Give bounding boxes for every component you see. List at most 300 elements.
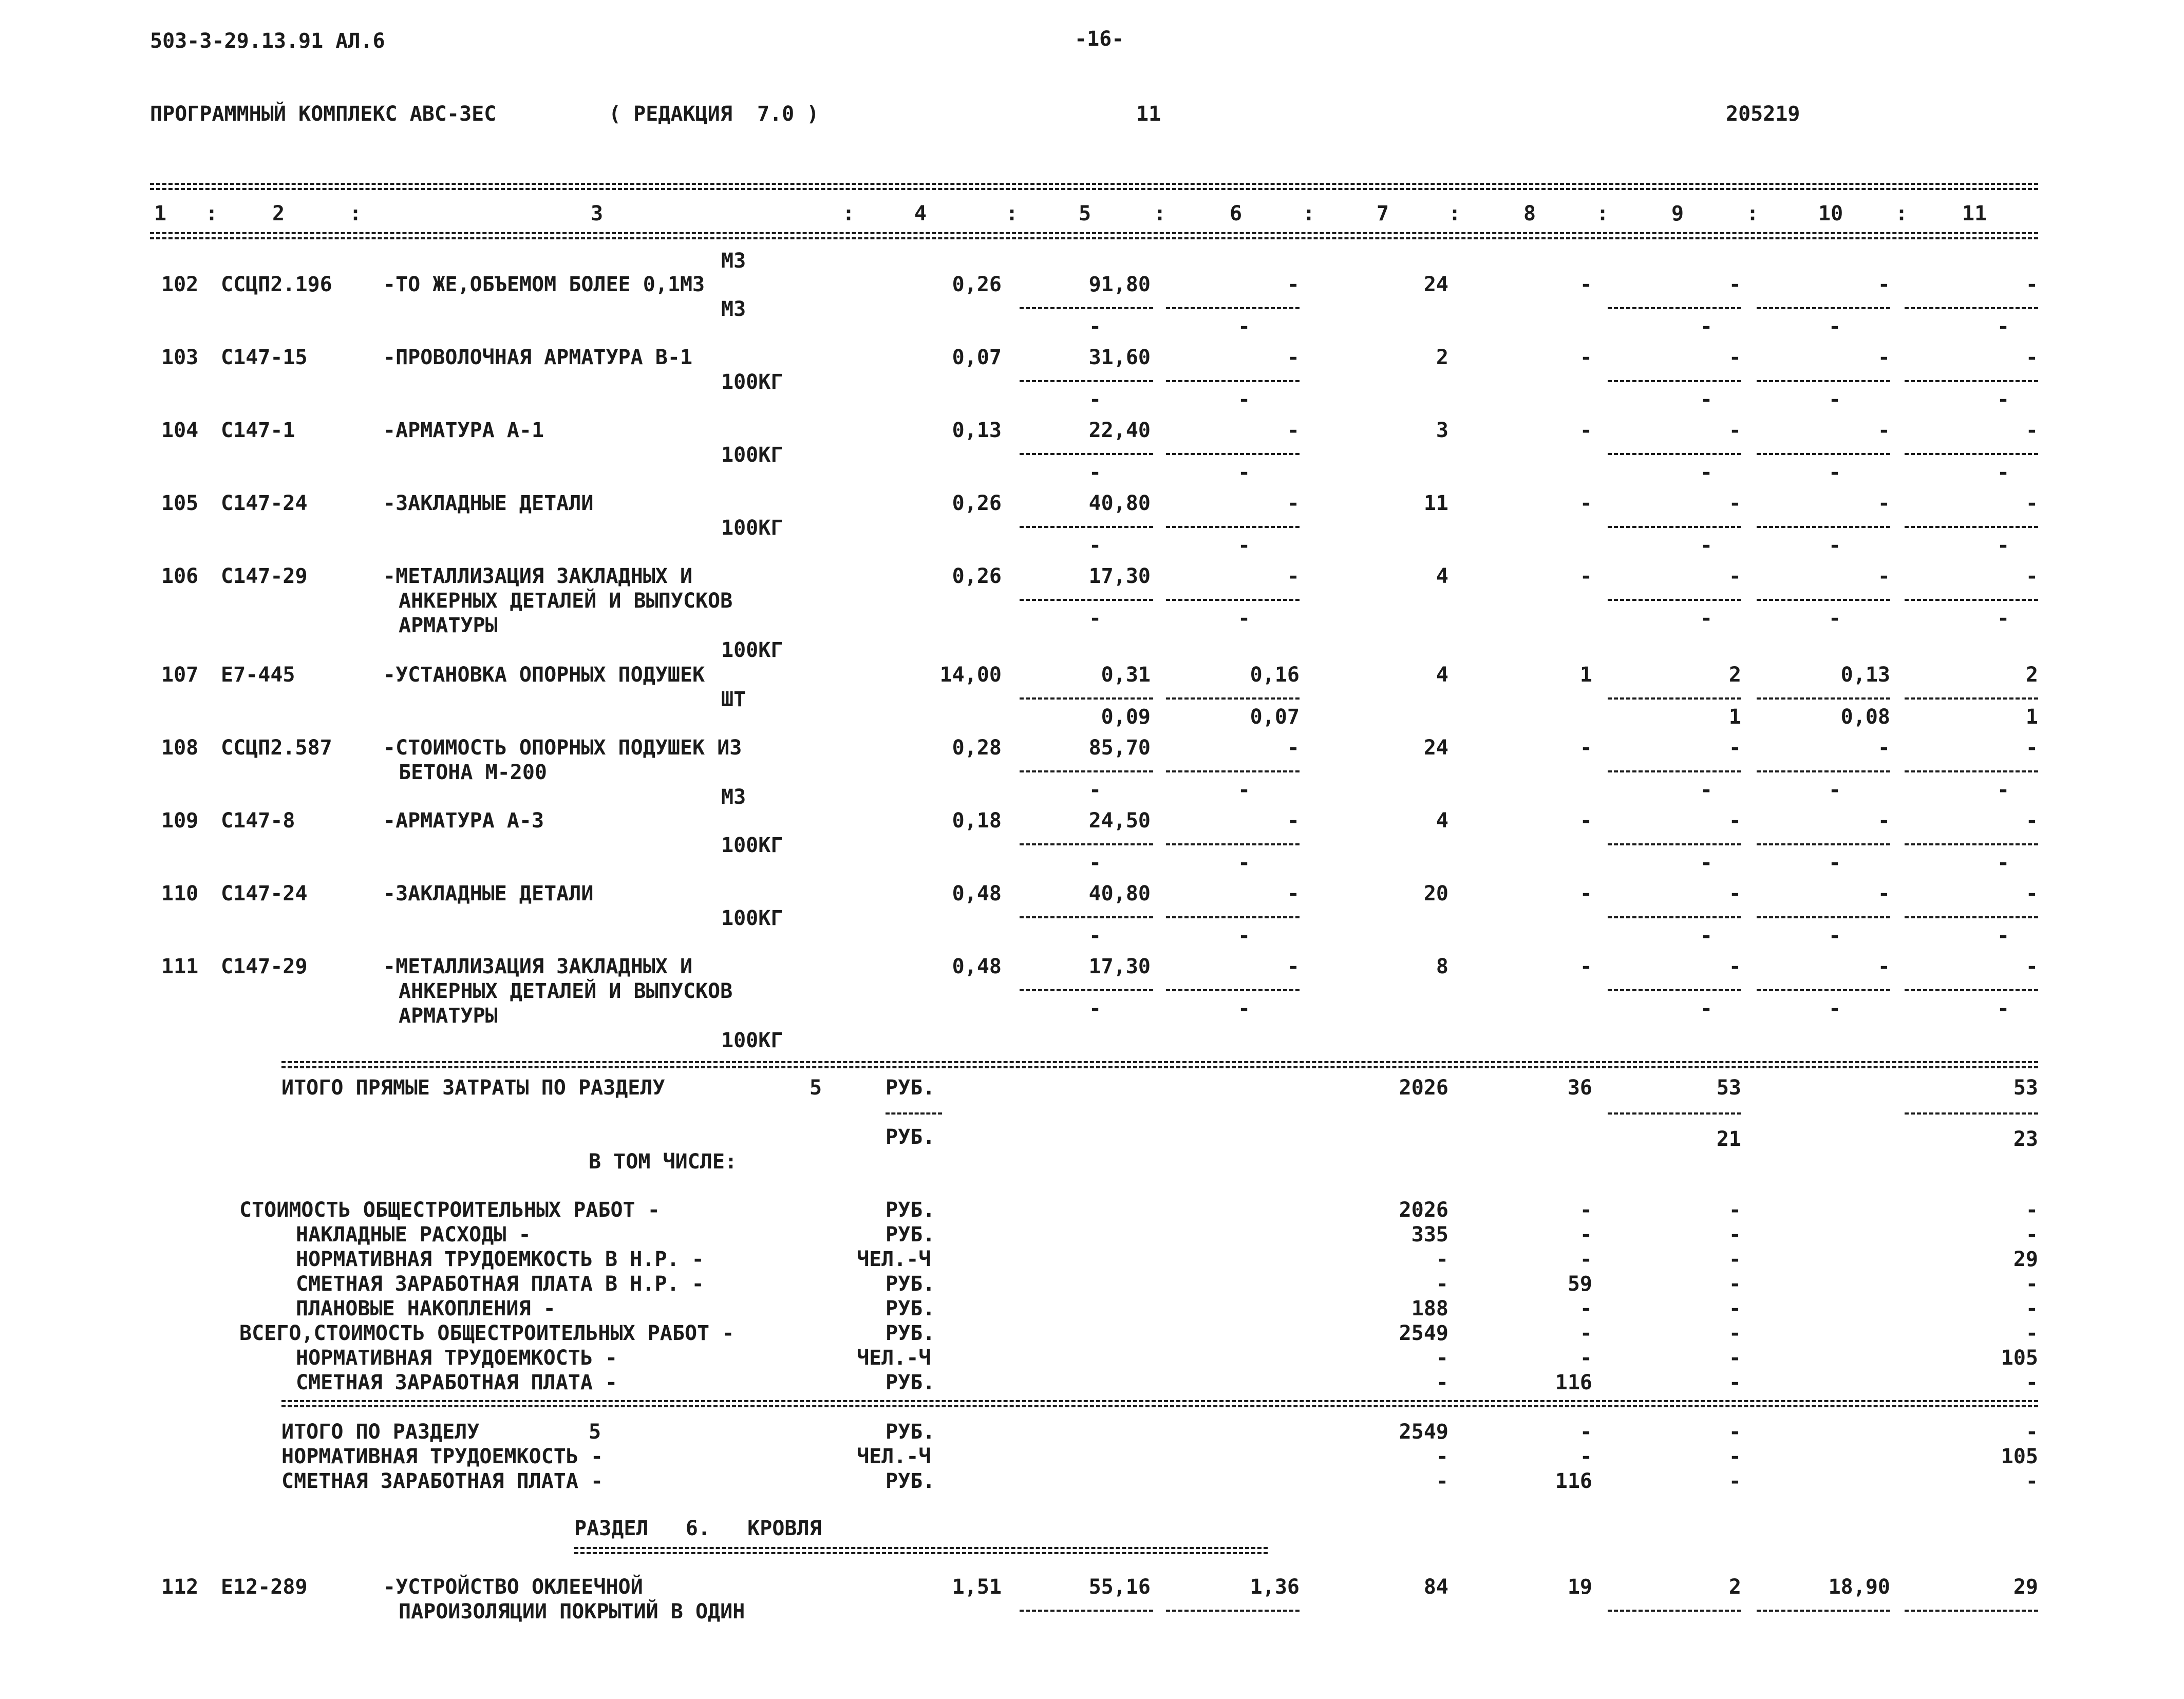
breakdown-label: НАКЛАДНЫЕ РАСХОДЫ - [296,1223,531,1247]
cell-c5: 17,30 [1088,564,1151,588]
row-name-line: -МЕТАЛЛИЗАЦИЯ ЗАКЛАДНЫХ И [383,564,693,588]
breakdown-c7: - [1436,1346,1448,1370]
cell-c6: - [1287,346,1300,369]
cell-c9: - [1728,419,1741,442]
column-header-cell: : [1006,202,1019,225]
breakdown-c9: - [1728,1371,1741,1394]
empty-value-dash: - [1089,607,1102,630]
cell-c9: - [1728,736,1741,760]
breakdown-label: НОРМАТИВНАЯ ТРУДОЕМКОСТЬ В Н.Р. - [296,1248,704,1271]
row-number: 102 [161,273,199,296]
section-total-c8: - [1579,1445,1592,1468]
column-header-cell: 1 [154,202,167,225]
row-c9-underline [1608,453,1741,455]
cell-c10: - [1877,736,1890,760]
row-unit: 100КГ [721,1029,783,1052]
breakdown-c11: - [2025,1223,2038,1247]
header-rule-top [150,183,2038,190]
breakdown-c9: - [1728,1322,1741,1345]
row-c11-underline [1905,989,2038,991]
cell-c11: - [2025,955,2038,978]
cell-c10: - [1877,492,1890,515]
cell-c9: - [1728,346,1741,369]
column-header-cell: : [1448,202,1461,225]
row-unit: ШТ [721,688,746,711]
row-c11-underline [1905,697,2038,700]
cell-c10: - [1877,882,1890,905]
breakdown-unit: РУБ. [886,1198,935,1222]
header-rule-bottom [150,232,2038,239]
cell-c11: - [2025,346,2038,369]
column-header-cell: 5 [1079,202,1091,225]
breakdown-c7: 2549 [1399,1322,1448,1345]
empty-value-dash: - [1089,534,1102,557]
row-c10-underline [1757,599,1890,601]
cell-c8: - [1579,419,1592,442]
cell-c5: 0,31 [1101,663,1151,687]
section-total-label: ИТОГО ПО РАЗДЕЛУ [281,1420,480,1444]
row-c10-underline [1757,453,1890,455]
column-header-cell: 10 [1818,202,1843,225]
row-c10-underline [1757,770,1890,772]
empty-value-dash: - [1238,851,1251,875]
row-c10-underline [1757,526,1890,528]
cell-c5: 55,16 [1088,1575,1151,1599]
empty-value-dash: - [1997,924,2010,948]
breakdown-c7: 188 [1411,1297,1448,1320]
section-total-c9: - [1728,1420,1741,1444]
cell-c7: 2 [1436,346,1448,369]
row-112-c9-underline [1608,1610,1741,1612]
section-total-c9: - [1728,1469,1741,1493]
cell-c4: 0,07 [952,346,1002,369]
including-label: В ТОМ ЧИСЛЕ: [589,1150,737,1174]
cell-c5: 40,80 [1088,492,1151,515]
empty-value-dash: - [1238,607,1251,630]
row-c11-underline [1905,307,2038,309]
empty-value-dash: - [1238,388,1251,411]
breakdown-c11: - [2025,1272,2038,1296]
cell-c4: 0,18 [952,809,1002,833]
section-total-rule [281,1400,2038,1407]
totals-unit: РУБ. [886,1076,935,1100]
row-c5-underline [1020,526,1153,528]
cell-c6: - [1287,564,1300,588]
section-6-underline [574,1547,1268,1554]
cell-c8: - [1579,346,1592,369]
program-name: ПРОГРАММНЫЙ КОМПЛЕКС АВС-ЗЕС [150,102,497,126]
breakdown-c7: 335 [1411,1223,1448,1247]
breakdown-c7: 2026 [1399,1198,1448,1222]
row-c5-underline [1020,599,1153,601]
empty-value-dash: - [1089,461,1102,484]
empty-value-dash: - [1997,607,2010,630]
column-header-cell: 11 [1962,202,1987,225]
row-code: Е7-445 [221,663,295,687]
row-c10-underline [1757,843,1890,845]
row-c6-underline [1166,599,1300,601]
breakdown-c8: - [1579,1297,1592,1320]
empty-value-dash: - [1089,924,1102,948]
row-number: 103 [161,346,199,369]
breakdown-c9: - [1728,1223,1741,1247]
cell-c7: 20 [1423,882,1448,905]
row-c11-underline [1905,843,2038,845]
row-c9-underline [1608,916,1741,918]
row-c9-underline [1608,770,1741,772]
empty-value-dash: - [1089,778,1102,802]
breakdown-c9: - [1728,1346,1741,1370]
column-header-cell: : [1154,202,1166,225]
row-c6-underline [1166,307,1300,309]
cell-c11: - [2025,564,2038,588]
cell-c4: 0,48 [952,882,1002,905]
row-code: ССЦП2.587 [221,736,332,760]
cell-c7: 24 [1423,736,1448,760]
cell-c8: - [1579,273,1592,296]
row-c9-underline [1608,526,1741,528]
row-c6-underline [1166,697,1300,700]
empty-value-dash: - [1089,388,1102,411]
row-c6-underline [1166,916,1300,918]
row-c5-underline [1020,989,1153,991]
empty-value-dash: - [1997,534,2010,557]
totals-c8: 36 [1567,1076,1592,1100]
breakdown-unit: ЧЕЛ.-Ч [857,1248,931,1271]
empty-value-dash: - [1700,778,1713,802]
cell-c7: 8 [1436,955,1448,978]
row-112-c10-underline [1757,1610,1890,1612]
row-unit: 100КГ [721,907,783,930]
empty-value-dash: - [1700,461,1713,484]
cell-c9: 2 [1728,1575,1741,1599]
cell-c4: 0,26 [952,273,1002,296]
row-c11-underline [1905,916,2038,918]
empty-value-dash: - [1238,997,1251,1021]
empty-value-dash: - [1829,924,1841,948]
empty-value-dash: - [1238,924,1251,948]
breakdown-c8: - [1579,1248,1592,1271]
row-112-c11-underline [1905,1610,2038,1612]
cell-c8: - [1579,492,1592,515]
row-c10-underline [1757,380,1890,382]
cell-c8: 1 [1579,663,1592,687]
row-name-line: -ЗАКЛАДНЫЕ ДЕТАЛИ [383,882,594,905]
breakdown-label: СТОИМОСТЬ ОБЩЕСТРОИТЕЛЬНЫХ РАБОТ - [239,1198,660,1222]
cell-c7: 11 [1423,492,1448,515]
row-c5-underline [1020,307,1153,309]
cell-c9: - [1728,882,1741,905]
breakdown-unit: РУБ. [886,1272,935,1296]
row-unit: 100КГ [721,638,783,662]
cell-c10: - [1877,419,1890,442]
cell-c8: - [1579,809,1592,833]
cell-c9: - [1728,809,1741,833]
cell-c10: 18,90 [1828,1575,1890,1599]
row-number: 109 [161,809,199,833]
row-c9-underline [1608,989,1741,991]
row-unit: 100КГ [721,834,783,857]
section-total-unit: ЧЕЛ.-Ч [857,1445,931,1468]
cell-c7: 3 [1436,419,1448,442]
row-c5-underline [1020,843,1153,845]
row-c11-underline [1905,599,2038,601]
totals-c7: 2026 [1399,1076,1448,1100]
breakdown-c8: 116 [1555,1371,1592,1394]
empty-value-dash: - [1829,534,1841,557]
row-c6-underline [1166,453,1300,455]
row-c6-underline [1166,989,1300,991]
empty-value-dash: - [1700,924,1713,948]
section-total-c11: - [2025,1420,2038,1444]
cell-c11b: 1 [2025,705,2038,729]
row-c5-underline [1020,453,1153,455]
row-unit: 100КГ [721,443,783,467]
section-total-c8: 116 [1555,1469,1592,1493]
totals-c11: 53 [2013,1076,2038,1100]
row-c6-underline [1166,770,1300,772]
section-total-c7: - [1436,1445,1448,1468]
row-name-line: АРМАТУРЫ [399,614,498,637]
cell-c7: 4 [1436,809,1448,833]
breakdown-c9: - [1728,1248,1741,1271]
cell-c11: - [2025,492,2038,515]
row-c11-underline [1905,453,2038,455]
sheet-number: 11 [1136,102,1161,126]
row-number: 104 [161,419,199,442]
cell-c6: 1,36 [1250,1575,1300,1599]
empty-value-dash: - [1700,534,1713,557]
breakdown-c11: - [2025,1371,2038,1394]
cell-c11: 2 [2025,663,2038,687]
row-unit: 100КГ [721,516,783,540]
section-total-unit: РУБ. [886,1420,935,1444]
section-total-c9: - [1728,1445,1741,1468]
breakdown-unit: РУБ. [886,1223,935,1247]
row-name-line: -АРМАТУРА А-3 [383,809,544,833]
column-header-cell: 4 [914,202,927,225]
totals-unit-2: РУБ. [886,1125,935,1149]
breakdown-c11: 105 [2001,1346,2038,1370]
empty-value-dash: - [1997,315,2010,338]
cell-c10: - [1877,955,1890,978]
row-number: 112 [161,1575,199,1599]
cell-c4: 1,51 [952,1575,1002,1599]
row-name-line: -МЕТАЛЛИЗАЦИЯ ЗАКЛАДНЫХ И [383,955,693,978]
cell-c10: - [1877,564,1890,588]
cell-c9: - [1728,492,1741,515]
breakdown-c11: 29 [2013,1248,2038,1271]
row-code: Е12-289 [221,1575,308,1599]
row-112-c6-underline [1166,1610,1300,1612]
row-name-line: -УСТАНОВКА ОПОРНЫХ ПОДУШЕК [383,663,705,687]
empty-value-dash: - [1700,997,1713,1021]
cell-c7: 4 [1436,564,1448,588]
empty-value-dash: - [1997,851,2010,875]
row-code: С147-15 [221,346,308,369]
section-total-c8: - [1579,1420,1592,1444]
cell-c7: 84 [1423,1575,1448,1599]
row-c11-underline [1905,380,2038,382]
empty-value-dash: - [1700,315,1713,338]
edition: ( РЕДАКЦИЯ 7.0 ) [609,102,819,126]
column-header-cell: : [1596,202,1609,225]
unit-above: М3 [721,249,746,273]
cell-c11: - [2025,809,2038,833]
cell-c9: - [1728,564,1741,588]
column-header-cell: : [1746,202,1759,225]
column-header-cell: : [1895,202,1908,225]
empty-value-dash: - [1829,778,1841,802]
breakdown-label: ПЛАНОВЫЕ НАКОПЛЕНИЯ - [296,1297,556,1320]
empty-value-dash: - [1700,607,1713,630]
row-c9-underline [1608,380,1741,382]
row-code: С147-29 [221,564,308,588]
row-112-c5-underline [1020,1610,1153,1612]
section-total-label: НОРМАТИВНАЯ ТРУДОЕМКОСТЬ - [281,1445,604,1468]
cell-c6: - [1287,419,1300,442]
row-code: С147-29 [221,955,308,978]
breakdown-c8: - [1579,1346,1592,1370]
empty-value-dash: - [1238,461,1251,484]
row-number: 110 [161,882,199,905]
row-name-line: ПАРОИЗОЛЯЦИИ ПОКРЫТИЙ В ОДИН [399,1600,745,1624]
row-c10-underline [1757,307,1890,309]
row-name-line: АНКЕРНЫХ ДЕТАЛЕЙ И ВЫПУСКОВ [399,979,733,1003]
empty-value-dash: - [1700,851,1713,875]
cell-c5: 85,70 [1088,736,1151,760]
cell-c10: - [1877,809,1890,833]
row-c9-underline [1608,307,1741,309]
empty-value-dash: - [1829,851,1841,875]
breakdown-c9: - [1728,1272,1741,1296]
breakdown-label: ВСЕГО,СТОИМОСТЬ ОБЩЕСТРОИТЕЛЬНЫХ РАБОТ - [239,1322,735,1345]
breakdown-label: НОРМАТИВНАЯ ТРУДОЕМКОСТЬ - [296,1346,618,1370]
row-c5-underline [1020,770,1153,772]
cell-c5: 31,60 [1088,346,1151,369]
cell-c6: 0,16 [1250,663,1300,687]
empty-value-dash: - [1829,607,1841,630]
row-name-line: -АРМАТУРА А-1 [383,419,544,442]
cell-c9b: 1 [1728,705,1741,729]
row-number: 108 [161,736,199,760]
row-unit: М3 [721,297,746,321]
breakdown-c8: - [1579,1198,1592,1222]
cell-c4: 0,26 [952,492,1002,515]
c11-underline [1905,1112,2038,1115]
cell-c6: - [1287,882,1300,905]
cell-c7: 24 [1423,273,1448,296]
row-number: 105 [161,492,199,515]
row-name-line: -ПРОВОЛОЧНАЯ АРМАТУРА В-1 [383,346,693,369]
row-c6-underline [1166,843,1300,845]
row-c9-underline [1608,843,1741,845]
row-c10-underline [1757,989,1890,991]
row-name-line: АРМАТУРЫ [399,1004,498,1028]
row-c9-underline [1608,599,1741,601]
empty-value-dash: - [1700,388,1713,411]
column-header-cell: : [842,202,855,225]
breakdown-unit: РУБ. [886,1322,935,1345]
section-total-c7: 2549 [1399,1420,1448,1444]
breakdown-c7: - [1436,1371,1448,1394]
totals-c11b: 23 [2013,1127,2038,1151]
cell-c6: - [1287,809,1300,833]
cell-c7: 4 [1436,663,1448,687]
row-c6-underline [1166,380,1300,382]
empty-value-dash: - [1997,461,2010,484]
section-total-number: 5 [589,1420,601,1444]
cell-c6: - [1287,273,1300,296]
breakdown-label: СМЕТНАЯ ЗАРАБОТНАЯ ПЛАТА В Н.Р. - [296,1272,704,1296]
cell-c5b: 0,09 [1101,705,1151,729]
totals-section: 5 [809,1076,822,1100]
row-code: С147-8 [221,809,295,833]
cell-c5: 17,30 [1088,955,1151,978]
row-number: 106 [161,564,199,588]
totals-c9b: 21 [1716,1127,1741,1151]
breakdown-c11: - [2025,1198,2038,1222]
empty-value-dash: - [1997,997,2010,1021]
breakdown-unit: ЧЕЛ.-Ч [857,1346,931,1370]
empty-value-dash: - [1238,315,1251,338]
empty-value-dash: - [1997,778,2010,802]
unit-underline [886,1112,942,1115]
column-header-cell: 6 [1230,202,1242,225]
section-total-c11: 105 [2001,1445,2038,1468]
breakdown-label: СМЕТНАЯ ЗАРАБОТНАЯ ПЛАТА - [296,1371,618,1394]
row-code: С147-24 [221,882,308,905]
cell-c6b: 0,07 [1250,705,1300,729]
row-c5-underline [1020,697,1153,700]
section-6-title: РАЗДЕЛ 6. КРОВЛЯ [574,1517,822,1540]
cell-c8: - [1579,955,1592,978]
row-number: 107 [161,663,199,687]
breakdown-unit: РУБ. [886,1371,935,1394]
cell-c5: 24,50 [1088,809,1151,833]
breakdown-c9: - [1728,1297,1741,1320]
cell-c5: 91,80 [1088,273,1151,296]
breakdown-c7: - [1436,1248,1448,1271]
breakdown-c9: - [1728,1198,1741,1222]
cell-c9: - [1728,955,1741,978]
cell-c5: 22,40 [1088,419,1151,442]
breakdown-c7: - [1436,1272,1448,1296]
column-header-cell: 7 [1377,202,1389,225]
cell-c4: 0,48 [952,955,1002,978]
cell-c8: - [1579,882,1592,905]
column-header-cell: 2 [272,202,285,225]
row-c6-underline [1166,526,1300,528]
cell-c8: 19 [1567,1575,1592,1599]
cell-c6: - [1287,955,1300,978]
empty-value-dash: - [1238,534,1251,557]
section-total-c7: - [1436,1469,1448,1493]
empty-value-dash: - [1238,778,1251,802]
cell-c11: - [2025,882,2038,905]
empty-value-dash: - [1997,388,2010,411]
totals-c9: 53 [1716,1076,1741,1100]
breakdown-c8: 59 [1567,1272,1592,1296]
row-c11-underline [1905,526,2038,528]
cell-c4: 0,26 [952,564,1002,588]
row-unit: М3 [721,785,746,809]
row-name-line: -ТО ЖЕ,ОБЪЕМОМ БОЛЕЕ 0,1М3 [383,273,705,296]
row-code: ССЦП2.196 [221,273,332,296]
empty-value-dash: - [1089,997,1102,1021]
breakdown-c8: - [1579,1322,1592,1345]
row-code: С147-24 [221,492,308,515]
